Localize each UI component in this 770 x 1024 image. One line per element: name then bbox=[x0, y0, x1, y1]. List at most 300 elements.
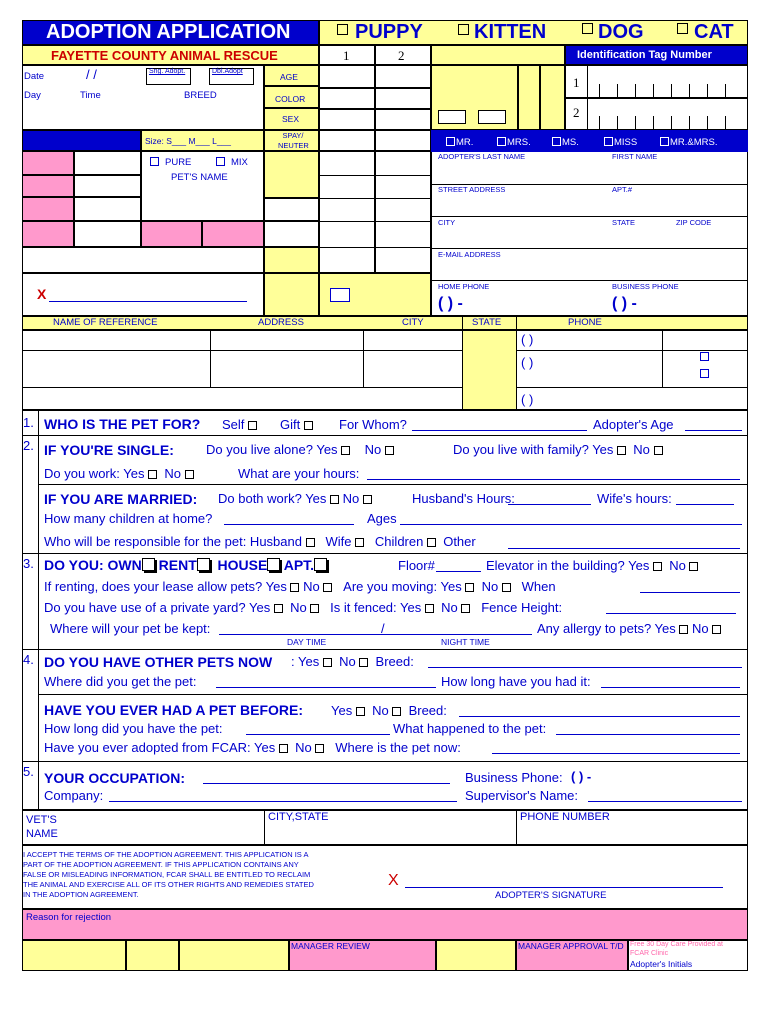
ref-vline-2 bbox=[363, 330, 364, 387]
dog-label: DOG bbox=[598, 21, 644, 43]
kitten-label: KITTEN bbox=[474, 21, 547, 43]
vet-phone-label: PHONE NUMBER bbox=[520, 811, 610, 823]
q2-work-yes[interactable] bbox=[148, 470, 157, 479]
q4-long2: How long did you have the pet: bbox=[44, 721, 223, 736]
right-box-1[interactable] bbox=[438, 110, 466, 124]
q3-rent-label: RENT bbox=[158, 557, 197, 573]
q4-ever: HAVE YOU EVER HAD A PET BEFORE: bbox=[44, 702, 304, 718]
q3-yard-no[interactable] bbox=[310, 604, 319, 613]
q3-kept-line[interactable] bbox=[219, 634, 532, 635]
q2-both-yes[interactable] bbox=[330, 495, 339, 504]
ref-vline-4 bbox=[516, 316, 517, 410]
adopter-line-3 bbox=[431, 248, 748, 249]
q3-allergy-no[interactable] bbox=[712, 625, 721, 634]
pink-cell-1 bbox=[22, 151, 74, 175]
q2-resp-other-label: Other bbox=[443, 534, 476, 549]
signature-x-cell bbox=[22, 273, 264, 316]
q4-where-now-line[interactable] bbox=[492, 753, 740, 754]
q4-adopted bbox=[44, 741, 461, 754]
q3-fenced-yes[interactable] bbox=[425, 604, 434, 613]
tag-tick bbox=[707, 116, 708, 130]
q2-single: IF YOU'RE SINGLE: bbox=[44, 442, 174, 458]
apt-label: APT.# bbox=[612, 185, 633, 194]
mid-line-1 bbox=[319, 175, 431, 176]
q4-no-label: No bbox=[339, 654, 356, 669]
ref-name-header: NAME OF REFERENCE bbox=[53, 317, 158, 328]
email-label: E-MAIL ADDRESS bbox=[438, 250, 501, 259]
q1-self bbox=[222, 418, 257, 431]
q3-elevator-yes[interactable] bbox=[653, 562, 662, 571]
tag-row-2[interactable] bbox=[565, 98, 748, 130]
q2-hours: What are your hours: bbox=[238, 466, 360, 481]
q4-happened: What happened to the pet: bbox=[393, 721, 547, 736]
q-sep-2 bbox=[22, 553, 748, 554]
blank-cell-1 bbox=[74, 151, 141, 175]
q4-ever-no-label: No bbox=[372, 703, 389, 718]
q3-height-label: Fence Height: bbox=[481, 600, 563, 615]
pure-checkbox[interactable] bbox=[150, 157, 159, 166]
q2-both-label: Do both work? Yes bbox=[218, 491, 327, 506]
tag-tick bbox=[707, 84, 708, 98]
tag-row-1[interactable] bbox=[565, 65, 748, 98]
q4-breed-label: Breed: bbox=[375, 654, 414, 669]
tag-tick bbox=[671, 84, 672, 98]
mid-checkbox[interactable] bbox=[330, 288, 350, 302]
miss-label: MISS bbox=[614, 137, 638, 148]
terms-line-4: THE ANIMAL AND EXERCISE ALL OF ITS OTHER RIGHTS AND REMEDIES STATED bbox=[23, 880, 314, 889]
ref-phone-2[interactable]: ( ) bbox=[521, 355, 534, 370]
vet-name-label: VET'S NAME bbox=[26, 814, 58, 840]
blank-row bbox=[22, 247, 264, 273]
q4-yes-label: : Yes bbox=[291, 654, 320, 669]
q2-married: IF YOU ARE MARRIED: bbox=[44, 491, 198, 507]
q3-when-line[interactable] bbox=[640, 592, 740, 593]
q2-resp-label: Who will be responsible for the pet: Husband bbox=[44, 534, 302, 549]
q-sep-1 bbox=[22, 435, 748, 436]
q3-lease-yes[interactable] bbox=[290, 583, 299, 592]
q4-where-now-label: Where is the pet now: bbox=[335, 740, 461, 755]
mid-cell-1b bbox=[375, 65, 431, 88]
q2-resp-children-label: Children bbox=[374, 534, 424, 549]
q2-wife: Wife's hours: bbox=[597, 491, 672, 506]
q4-where: Where did you get the pet: bbox=[44, 674, 197, 689]
q2-children-line[interactable] bbox=[224, 524, 354, 525]
ref-phone-1[interactable]: ( ) bbox=[521, 332, 534, 347]
adopter-line-2 bbox=[431, 216, 748, 217]
q2-alone-yes[interactable] bbox=[341, 446, 350, 455]
mrmrs-label: MR.&MRS. bbox=[670, 137, 718, 148]
rescue-name: FAYETTE COUNTY ANIMAL RESCUE bbox=[51, 48, 278, 63]
q3-floor: Floor# bbox=[398, 558, 435, 573]
q3-lease-no[interactable] bbox=[323, 583, 332, 592]
q2-both bbox=[218, 492, 372, 505]
x-line[interactable] bbox=[49, 301, 247, 302]
q2-work-no[interactable] bbox=[185, 470, 194, 479]
q5-number: 5. bbox=[23, 764, 34, 779]
q4-other-no[interactable] bbox=[359, 658, 368, 667]
q4-number: 4. bbox=[23, 652, 34, 667]
single-adopt-label: Sng. Adopt. bbox=[149, 68, 186, 75]
mid-cell-3a bbox=[319, 109, 375, 130]
terms-line-1: I ACCEPT THE TERMS OF THE ADOPTION AGREEMENT. THIS APPLICATION IS A bbox=[23, 850, 309, 859]
pink-cell-5 bbox=[141, 221, 202, 247]
q4-other-yes[interactable] bbox=[323, 658, 332, 667]
ref-state-header: STATE bbox=[472, 317, 502, 328]
street-label: STREET ADDRESS bbox=[438, 185, 506, 194]
q4-adopted-yes[interactable] bbox=[279, 744, 288, 753]
yellow-cell-a bbox=[264, 151, 319, 198]
q1-gift-label: Gift bbox=[280, 417, 301, 432]
home-phone-label: HOME PHONE bbox=[438, 282, 490, 291]
free-care-line-1: Free 30 Day Care Provided at bbox=[630, 941, 723, 948]
ref-vline-5 bbox=[662, 330, 663, 387]
ref-phone-3[interactable]: ( ) bbox=[521, 392, 534, 407]
mid-cell-1a bbox=[319, 65, 375, 88]
vet-divider-1 bbox=[264, 810, 265, 845]
footer-cell-1 bbox=[22, 940, 126, 971]
q2-both-no[interactable] bbox=[363, 495, 372, 504]
vet-divider-2 bbox=[516, 810, 517, 845]
mrs-checkbox[interactable] bbox=[497, 137, 506, 146]
puppy-label: PUPPY bbox=[355, 21, 423, 43]
q3-yard-no-label: No bbox=[290, 600, 307, 615]
q4-sep bbox=[38, 694, 748, 695]
blue-cell bbox=[22, 130, 141, 151]
ref-state-yellow bbox=[463, 331, 516, 409]
rejection-label: Reason for rejection bbox=[26, 912, 112, 923]
q3-yard-yes[interactable] bbox=[274, 604, 283, 613]
q2-alone-no-label: No bbox=[364, 442, 382, 457]
q4-breed-line[interactable] bbox=[428, 667, 742, 668]
pink-cell-4 bbox=[22, 221, 74, 247]
q2-other-line[interactable] bbox=[508, 548, 740, 549]
tag-tick bbox=[599, 116, 600, 130]
col2-label: 2 bbox=[398, 48, 405, 63]
q2-resp-husband[interactable] bbox=[306, 538, 315, 547]
terms-line-5: IN THE ADOPTION AGREEMENT. bbox=[23, 890, 139, 899]
miss-checkbox[interactable] bbox=[604, 137, 613, 146]
q2-resp-wife-label: Wife bbox=[325, 534, 352, 549]
q4-long2-line[interactable] bbox=[246, 734, 390, 735]
q4-how-long-line[interactable] bbox=[601, 687, 740, 688]
q3-rent-checkbox[interactable] bbox=[197, 558, 210, 571]
q3-house-label: HOUSE bbox=[217, 557, 268, 573]
blank-cell-3 bbox=[74, 197, 141, 221]
q2-family-label: Do you live with family? Yes bbox=[453, 442, 614, 457]
pure-label: PURE bbox=[165, 157, 192, 168]
right-yellow-c bbox=[540, 65, 565, 130]
q3-renting bbox=[44, 580, 556, 593]
q2-family-no-label: No bbox=[633, 442, 650, 457]
first-name-label: FIRST NAME bbox=[612, 152, 658, 161]
zip-label: ZIP CODE bbox=[676, 218, 712, 227]
mid-cell-2b bbox=[375, 88, 431, 109]
q1-whom-line[interactable] bbox=[412, 430, 587, 431]
ref-city-header: CITY bbox=[402, 317, 424, 328]
signature-label: ADOPTER'S SIGNATURE bbox=[495, 890, 607, 901]
cat-label: CAT bbox=[694, 21, 734, 43]
home-phone-parens[interactable]: ( ) - bbox=[438, 295, 463, 312]
mid-line-2 bbox=[319, 198, 431, 199]
mid-line-4 bbox=[319, 247, 431, 248]
tag-tick bbox=[689, 84, 690, 98]
q3-moving-no[interactable] bbox=[502, 583, 511, 592]
mid-line-3 bbox=[319, 221, 431, 222]
q2-alone-label: Do you live alone? Yes bbox=[206, 442, 338, 457]
manager-review-label: MANAGER REVIEW bbox=[291, 941, 370, 951]
tag-tick bbox=[617, 84, 618, 98]
q1-title: WHO IS THE PET FOR? bbox=[44, 416, 201, 432]
dog-checkbox[interactable] bbox=[582, 23, 593, 34]
spay-label: SPAY/ NEUTER bbox=[278, 131, 309, 150]
q2-resp bbox=[44, 535, 476, 548]
ref-phone-header: PHONE bbox=[568, 317, 602, 328]
header-yellow-cell bbox=[431, 45, 565, 65]
q2-alone-no[interactable] bbox=[385, 446, 394, 455]
age-label: AGE bbox=[280, 72, 298, 82]
adopter-line-4 bbox=[431, 280, 748, 281]
date-label: Date bbox=[24, 71, 45, 82]
q1-gift bbox=[280, 418, 313, 431]
city-label: CITY bbox=[438, 218, 456, 227]
pink-cell-2 bbox=[22, 175, 74, 197]
q3-kept-slash: / bbox=[381, 621, 385, 636]
mid-col-2 bbox=[375, 151, 431, 273]
q5-supervisor-line[interactable] bbox=[588, 801, 742, 802]
business-phone-parens[interactable]: ( ) - bbox=[612, 295, 637, 312]
date-slashes: / / bbox=[86, 67, 97, 82]
vet-row bbox=[22, 810, 748, 845]
terms-line-2: PART OF THE ADOPTION AGREEMENT. IF THIS APPLICATION CONTAINS ANY bbox=[23, 860, 299, 869]
q2-hours-line[interactable] bbox=[367, 479, 740, 480]
q3-moving-label: Are you moving: Yes bbox=[343, 579, 462, 594]
q5-company-line[interactable] bbox=[109, 801, 457, 802]
q3-moving-no-label: No bbox=[481, 579, 499, 594]
ms-label: MS. bbox=[562, 137, 579, 148]
tag-tick bbox=[671, 116, 672, 130]
q3-allergy-label: Any allergy to pets? Yes bbox=[537, 621, 676, 636]
q2-sep bbox=[38, 484, 748, 485]
form-title: ADOPTION APPLICATION bbox=[46, 21, 291, 43]
yellow-cell-b bbox=[264, 247, 319, 273]
refs-table bbox=[22, 330, 748, 410]
size-label: Size: S___ M___ L___ bbox=[145, 136, 232, 146]
q3-kept: Where will your pet be kept: bbox=[50, 621, 211, 636]
q3-fenced-no-label: No bbox=[441, 600, 458, 615]
q-sep-3 bbox=[22, 649, 748, 650]
q4-adopted-no[interactable] bbox=[315, 744, 324, 753]
q3-number: 3. bbox=[23, 556, 34, 571]
q5-company: Company: bbox=[44, 788, 104, 803]
ref-address-header: ADDRESS bbox=[258, 317, 304, 328]
initials-label: Adopter's Initials bbox=[630, 959, 693, 969]
q2-work bbox=[44, 467, 194, 480]
ref-line-1 bbox=[22, 350, 748, 351]
q2-wife-line[interactable] bbox=[676, 504, 734, 505]
q4-where-line[interactable] bbox=[216, 687, 436, 688]
right-box-2[interactable] bbox=[478, 110, 506, 124]
last-name-label: ADOPTER'S LAST NAME bbox=[438, 152, 526, 161]
q4-ever-breed-line[interactable] bbox=[459, 716, 740, 717]
q3-night-time: NIGHT TIME bbox=[441, 637, 490, 647]
q3-lease-no-label: No bbox=[303, 579, 320, 594]
footer-cell-4 bbox=[436, 940, 516, 971]
q5-occupation-line[interactable] bbox=[203, 783, 450, 784]
blank-cell-2 bbox=[74, 175, 141, 197]
ref-vline-1 bbox=[210, 330, 211, 387]
tag-tick bbox=[635, 84, 636, 98]
q3-allergy-no-label: No bbox=[692, 621, 709, 636]
tag-tick bbox=[689, 116, 690, 130]
q4-adopted-label: Have you ever adopted from FCAR: Yes bbox=[44, 740, 276, 755]
q3-yard bbox=[44, 601, 562, 614]
tag-tick bbox=[635, 116, 636, 130]
q5-bphone: Business Phone: bbox=[465, 770, 563, 785]
num-divider bbox=[38, 410, 39, 810]
tag-tick bbox=[725, 116, 726, 130]
free-care-line-2: FCAR Clinic bbox=[630, 950, 669, 957]
x-mark: X bbox=[37, 286, 47, 302]
business-phone-label: BUSINESS PHONE bbox=[612, 282, 679, 291]
q4-other-pets: DO YOU HAVE OTHER PETS NOW bbox=[44, 654, 273, 670]
q1-gift-checkbox[interactable] bbox=[304, 421, 313, 430]
pets-name-label: PET'S NAME bbox=[171, 172, 228, 183]
vet-city-label: CITY,STATE bbox=[268, 811, 329, 823]
q3-own bbox=[44, 558, 327, 572]
state-label: STATE bbox=[612, 218, 636, 227]
q3-apt-checkbox[interactable] bbox=[314, 558, 327, 571]
col1-label: 1 bbox=[343, 48, 350, 63]
q2-resp-children[interactable] bbox=[427, 538, 436, 547]
breed-label: BREED bbox=[184, 90, 217, 101]
q4-happened-line[interactable] bbox=[556, 734, 740, 735]
q3-own-checkbox[interactable] bbox=[142, 558, 155, 571]
mrmrs-checkbox[interactable] bbox=[660, 137, 669, 146]
q-sep-4 bbox=[22, 761, 748, 762]
yellow-cell-c bbox=[264, 273, 319, 316]
q2-children: How many children at home? bbox=[44, 511, 213, 526]
pink-cell-3 bbox=[22, 197, 74, 221]
q2-family-no[interactable] bbox=[654, 446, 663, 455]
tag-tick bbox=[653, 116, 654, 130]
signature-line[interactable] bbox=[405, 887, 723, 888]
q4-yesno bbox=[291, 655, 414, 668]
mid-cell-4b bbox=[375, 130, 431, 151]
q2-family bbox=[453, 443, 663, 456]
q3-day-time: DAY TIME bbox=[287, 637, 327, 647]
q3-apt-label: APT. bbox=[283, 557, 315, 573]
mid-col-1 bbox=[319, 151, 375, 273]
q4-ever-yes-label: Yes bbox=[331, 703, 353, 718]
ref-checkbox-1[interactable] bbox=[700, 352, 709, 361]
q3-floor-line[interactable] bbox=[436, 571, 481, 572]
q1-self-label: Self bbox=[222, 417, 245, 432]
pink-cell-6 bbox=[202, 221, 264, 247]
q3-when-label: When bbox=[521, 579, 556, 594]
q4-ever-breed-label: Breed: bbox=[408, 703, 447, 718]
double-adopt-label: Dbl.Adopt bbox=[212, 68, 243, 75]
tag-2-label: 2 bbox=[573, 105, 580, 120]
q4-adopted-no-label: No bbox=[295, 740, 312, 755]
q1-age: Adopter's Age bbox=[593, 417, 674, 432]
mid-cell-4a bbox=[319, 130, 375, 151]
q3-allergy bbox=[537, 622, 721, 635]
mix-label: MIX bbox=[231, 157, 248, 168]
q2-work-label: Do you work: Yes bbox=[44, 466, 145, 481]
q2-family-yes[interactable] bbox=[617, 446, 626, 455]
q1-self-checkbox[interactable] bbox=[248, 421, 257, 430]
kitten-checkbox[interactable] bbox=[458, 24, 469, 35]
mix-checkbox[interactable] bbox=[216, 157, 225, 166]
ref-line-2 bbox=[22, 387, 748, 388]
blank-cell-6 bbox=[264, 221, 319, 247]
q2-husband-line[interactable] bbox=[508, 504, 591, 505]
q1-age-line[interactable] bbox=[685, 430, 742, 431]
q5-supervisor: Supervisor's Name: bbox=[465, 788, 579, 803]
blank-cell-4 bbox=[264, 198, 319, 221]
tag-divider bbox=[587, 65, 588, 130]
ms-checkbox[interactable] bbox=[552, 137, 561, 146]
q3-elevator-label: Elevator in the building? Yes bbox=[486, 558, 650, 573]
q3-elevator-no-label: No bbox=[669, 558, 686, 573]
q4-how-long: How long have you had it: bbox=[441, 674, 591, 689]
q2-ages-line[interactable] bbox=[400, 524, 742, 525]
q4-ever-yes[interactable] bbox=[356, 707, 365, 716]
tag-1-label: 1 bbox=[573, 75, 580, 90]
id-tag-label: Identification Tag Number bbox=[577, 49, 712, 61]
mr-checkbox[interactable] bbox=[446, 137, 455, 146]
q3-house-checkbox[interactable] bbox=[267, 558, 280, 571]
q3-yard-label: Do you have use of a private yard? Yes bbox=[44, 600, 271, 615]
q2-number: 2. bbox=[23, 438, 34, 453]
q3-height-line[interactable] bbox=[606, 613, 736, 614]
terms-line-3: FALSE OR MISLEADING INFORMATION, FCAR SHALL BE ENTITLED TO RECLAIM bbox=[23, 870, 311, 879]
q3-own-label: DO YOU: OWN bbox=[44, 557, 142, 573]
sex-label: SEX bbox=[282, 114, 300, 124]
q1-number: 1. bbox=[23, 415, 34, 430]
mid-cell-2a bbox=[319, 88, 375, 109]
tag-tick bbox=[653, 84, 654, 98]
q2-husband: Husband's Hours: bbox=[412, 491, 515, 506]
q1-whom: For Whom? bbox=[339, 417, 407, 432]
q3-moving-yes[interactable] bbox=[465, 583, 474, 592]
mr-label: MR. bbox=[456, 137, 474, 148]
q4-ever-yesno bbox=[331, 704, 447, 717]
blank-cell-5 bbox=[74, 221, 141, 247]
q5-occupation: YOUR OCCUPATION: bbox=[44, 770, 186, 786]
q3-fenced-no[interactable] bbox=[461, 604, 470, 613]
tag-tick bbox=[725, 84, 726, 98]
footer-cell-3 bbox=[179, 940, 289, 971]
q3-fenced-label: Is it fenced: Yes bbox=[330, 600, 422, 615]
q3-allergy-yes[interactable] bbox=[679, 625, 688, 634]
ref-checkbox-2[interactable] bbox=[700, 369, 709, 378]
terms-x: X bbox=[388, 872, 399, 889]
color-label: COLOR bbox=[275, 94, 306, 104]
right-yellow-b bbox=[518, 65, 540, 130]
q2-both-no-label: No bbox=[342, 491, 360, 506]
q2-resp-wife[interactable] bbox=[355, 538, 364, 547]
footer-cell-2 bbox=[126, 940, 179, 971]
q4-ever-no[interactable] bbox=[392, 707, 401, 716]
cat-checkbox[interactable] bbox=[677, 23, 688, 34]
rejection-row[interactable] bbox=[22, 909, 748, 940]
puppy-checkbox[interactable] bbox=[337, 24, 348, 35]
q3-renting-label: If renting, does your lease allow pets? Yes bbox=[44, 579, 287, 594]
q5-bphone-parens[interactable]: ( ) - bbox=[571, 769, 592, 784]
q2-alone bbox=[206, 443, 394, 456]
q3-elevator-no[interactable] bbox=[689, 562, 698, 571]
